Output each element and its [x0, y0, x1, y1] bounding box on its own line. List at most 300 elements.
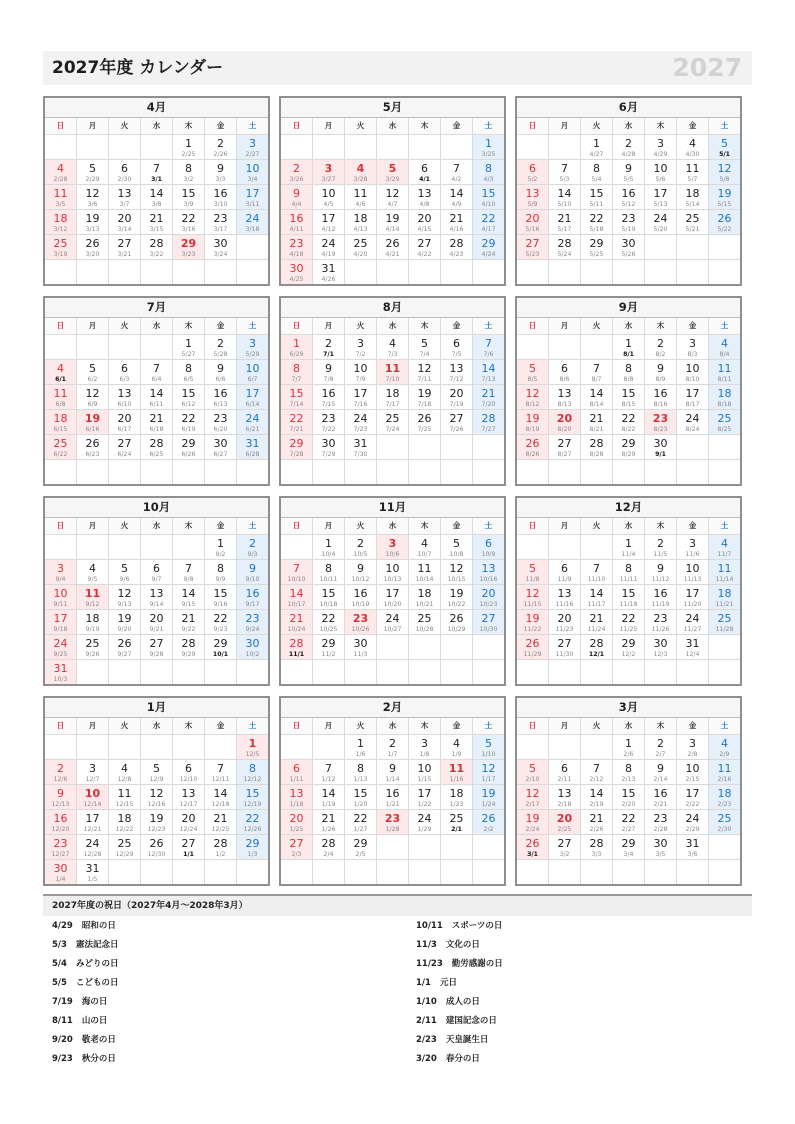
empty-cell	[473, 435, 504, 459]
lunar-date: 11/18	[619, 601, 638, 608]
day-number: 3	[689, 537, 696, 550]
weekday-header: 月	[313, 318, 344, 334]
day-number: 7	[485, 337, 492, 350]
empty-cell	[677, 860, 708, 884]
lunar-date: 2/15	[685, 776, 700, 783]
lunar-date: 4/24	[481, 251, 496, 258]
weekday-header: 土	[709, 718, 740, 734]
day-number: 15	[353, 787, 368, 800]
day-cell	[377, 560, 408, 584]
day-number: 23	[321, 412, 336, 425]
empty-cell	[441, 435, 472, 459]
day-cell	[473, 335, 504, 359]
lunar-date: 3/11	[245, 201, 260, 208]
day-cell	[645, 385, 676, 409]
lunar-date: 8/26	[525, 451, 540, 458]
day-number: 25	[717, 612, 732, 625]
weekday-header: 日	[45, 718, 76, 734]
weekday-header: 月	[313, 518, 344, 534]
day-cell	[645, 360, 676, 384]
day-number: 24	[353, 412, 368, 425]
day-cell	[345, 385, 376, 409]
day-cell	[45, 410, 76, 434]
day-number: 16	[653, 787, 668, 800]
day-number: 11	[717, 762, 732, 775]
day-number: 10	[385, 562, 400, 575]
day-number: 17	[685, 587, 700, 600]
day-number: 29	[213, 637, 228, 650]
day-number: 17	[321, 212, 336, 225]
day-number: 6	[561, 362, 568, 375]
lunar-date: 6/26	[181, 451, 196, 458]
lunar-date: 1/22	[417, 801, 432, 808]
day-number: 8	[625, 362, 632, 375]
lunar-date: 1/3	[247, 851, 258, 858]
holiday-name: 秋分の日	[81, 1054, 116, 1064]
day-cell	[377, 360, 408, 384]
empty-cell	[141, 660, 172, 684]
lunar-date: 12/21	[83, 826, 102, 833]
day-number: 24	[685, 812, 700, 825]
day-cell	[709, 585, 740, 609]
lunar-date: 7/15	[321, 401, 336, 408]
day-cell	[709, 560, 740, 584]
weekday-header: 水	[377, 518, 408, 534]
day-cell	[409, 210, 440, 234]
day-number: 4	[453, 737, 460, 750]
lunar-date: 11/30	[555, 651, 574, 658]
empty-cell	[645, 260, 676, 284]
day-number: 3	[249, 337, 256, 350]
lunar-date: 10/19	[351, 601, 370, 608]
day-number: 24	[245, 212, 260, 225]
day-cell	[173, 835, 204, 859]
lunar-date: 8/9	[655, 376, 666, 383]
day-cell	[345, 835, 376, 859]
weekday-header: 火	[581, 118, 612, 134]
empty-cell	[377, 435, 408, 459]
day-number: 26	[85, 437, 100, 450]
weekday-header: 金	[441, 518, 472, 534]
month-card	[43, 496, 270, 686]
day-number: 17	[245, 387, 260, 400]
lunar-date: 10/21	[415, 601, 434, 608]
lunar-date: 3/12	[53, 226, 68, 233]
holiday-date: 4/29	[52, 921, 73, 931]
lunar-date: 7/28	[289, 451, 304, 458]
lunar-date: 6/27	[213, 451, 228, 458]
day-cell	[205, 335, 236, 359]
lunar-date: 5/6	[655, 176, 666, 183]
lunar-date: 12/15	[115, 801, 134, 808]
weekday-header: 木	[645, 718, 676, 734]
day-cell	[237, 560, 268, 584]
empty-cell	[281, 460, 312, 484]
day-cell	[581, 810, 612, 834]
lunar-date: 11/4	[621, 551, 636, 558]
day-cell	[205, 135, 236, 159]
day-number: 3	[89, 762, 96, 775]
day-cell	[441, 335, 472, 359]
holiday-name: 文化の日	[445, 940, 480, 950]
lunar-date: 10/11	[319, 576, 338, 583]
day-number: 9	[325, 362, 332, 375]
lunar-date: 2/10	[525, 776, 540, 783]
day-number: 28	[181, 637, 196, 650]
empty-cell	[141, 860, 172, 884]
weekday-header: 土	[709, 118, 740, 134]
lunar-date: 7/6	[483, 351, 494, 358]
lunar-date: 9/18	[53, 626, 68, 633]
day-number: 18	[717, 387, 732, 400]
empty-cell	[677, 260, 708, 284]
empty-cell	[473, 660, 504, 684]
lunar-date: 9/15	[181, 601, 196, 608]
day-cell	[77, 835, 108, 859]
day-cell	[45, 385, 76, 409]
day-cell	[345, 810, 376, 834]
holiday-item	[416, 936, 752, 955]
day-cell	[281, 585, 312, 609]
lunar-date: 3/16	[181, 226, 196, 233]
day-number: 6	[529, 162, 536, 175]
empty-cell	[645, 235, 676, 259]
day-number: 11	[717, 362, 732, 375]
day-cell	[141, 835, 172, 859]
lunar-date: 6/8	[55, 401, 66, 408]
day-number: 31	[685, 837, 700, 850]
holiday-date: 2/11	[416, 1016, 437, 1026]
lunar-date: 10/4	[321, 551, 336, 558]
day-cell	[237, 410, 268, 434]
empty-cell	[281, 860, 312, 884]
empty-cell	[281, 135, 312, 159]
day-cell	[141, 810, 172, 834]
lunar-date: 9/16	[213, 601, 228, 608]
empty-cell	[549, 135, 580, 159]
lunar-date: 12/27	[51, 851, 70, 858]
day-cell	[581, 585, 612, 609]
lunar-date: 12/4	[685, 651, 700, 658]
day-cell	[613, 610, 644, 634]
month-grid	[45, 518, 268, 684]
day-number: 14	[321, 787, 336, 800]
day-number: 25	[53, 237, 68, 250]
day-cell	[613, 560, 644, 584]
day-number: 27	[481, 612, 496, 625]
lunar-date: 10/10	[287, 576, 306, 583]
day-cell	[645, 760, 676, 784]
lunar-date: 4/15	[417, 226, 432, 233]
empty-cell	[377, 460, 408, 484]
empty-cell	[109, 660, 140, 684]
lunar-date: 7/2	[355, 351, 366, 358]
day-number: 22	[481, 212, 496, 225]
day-number: 7	[153, 362, 160, 375]
day-cell	[517, 360, 548, 384]
lunar-date: 2/12	[589, 776, 604, 783]
day-number: 24	[417, 812, 432, 825]
lunar-date: 6/4	[151, 376, 162, 383]
weekday-header: 木	[409, 318, 440, 334]
weekday-header: 木	[173, 518, 204, 534]
empty-cell	[173, 260, 204, 284]
lunar-date: 3/14	[117, 226, 132, 233]
empty-cell	[517, 735, 548, 759]
day-number: 20	[149, 612, 164, 625]
lunar-date: 8/7	[591, 376, 602, 383]
day-cell	[173, 585, 204, 609]
empty-cell	[77, 660, 108, 684]
day-number: 23	[653, 812, 668, 825]
lunar-date: 11/12	[651, 576, 670, 583]
day-number: 20	[557, 612, 572, 625]
day-number: 11	[384, 362, 401, 375]
lunar-date: 12/11	[211, 776, 230, 783]
empty-cell	[345, 260, 376, 284]
day-cell	[237, 210, 268, 234]
day-cell	[345, 610, 376, 634]
day-cell	[77, 435, 108, 459]
day-cell	[377, 410, 408, 434]
lunar-date: 4/2	[451, 176, 462, 183]
day-cell	[581, 235, 612, 259]
empty-cell	[313, 660, 344, 684]
lunar-date: 2/2	[483, 826, 494, 833]
lunar-date: 7/16	[353, 401, 368, 408]
empty-cell	[441, 460, 472, 484]
day-cell	[141, 410, 172, 434]
day-cell	[473, 235, 504, 259]
day-cell	[173, 560, 204, 584]
lunar-date: 1/16	[449, 776, 464, 783]
weekday-header: 木	[173, 318, 204, 334]
weekday-header: 金	[441, 318, 472, 334]
lunar-date: 12/17	[179, 801, 198, 808]
lunar-date: 2/29	[85, 176, 100, 183]
empty-cell	[581, 660, 612, 684]
day-number: 5	[121, 562, 128, 575]
day-cell	[345, 235, 376, 259]
weekday-header: 木	[173, 718, 204, 734]
day-cell	[473, 135, 504, 159]
lunar-date: 12/14	[83, 801, 102, 808]
day-number: 18	[717, 787, 732, 800]
lunar-date: 8/6	[559, 376, 570, 383]
lunar-date: 6/5	[183, 376, 194, 383]
day-cell	[237, 535, 268, 559]
lunar-date: 4/13	[353, 226, 368, 233]
lunar-date: 5/26	[621, 251, 636, 258]
lunar-date: 1/8	[419, 751, 430, 758]
lunar-date: 7/4	[419, 351, 430, 358]
day-number: 23	[213, 412, 228, 425]
empty-cell	[581, 460, 612, 484]
day-cell	[313, 260, 344, 284]
lunar-date: 8/22	[621, 426, 636, 433]
day-number: 16	[53, 812, 68, 825]
day-number: 15	[589, 187, 604, 200]
day-number: 20	[117, 212, 132, 225]
lunar-date: 6/1	[55, 376, 66, 383]
holiday-name: 昭和の日	[81, 921, 116, 931]
day-number: 20	[417, 212, 432, 225]
empty-cell	[473, 635, 504, 659]
day-number: 13	[449, 362, 464, 375]
lunar-date: 7/17	[385, 401, 400, 408]
day-number: 12	[85, 187, 100, 200]
weekday-header: 日	[517, 518, 548, 534]
day-cell	[613, 810, 644, 834]
weekday-header: 火	[581, 318, 612, 334]
empty-cell	[517, 535, 548, 559]
day-cell	[613, 835, 644, 859]
day-cell	[109, 435, 140, 459]
day-number: 27	[557, 437, 572, 450]
lunar-date: 3/15	[149, 226, 164, 233]
lunar-date: 11/5	[653, 551, 668, 558]
lunar-date: 5/28	[213, 351, 228, 358]
weekday-header: 土	[709, 318, 740, 334]
lunar-date: 11/17	[587, 601, 606, 608]
day-cell	[441, 585, 472, 609]
day-number: 16	[245, 587, 260, 600]
day-number: 1	[217, 537, 224, 550]
day-cell	[473, 560, 504, 584]
lunar-date: 3/23	[181, 251, 196, 258]
weekday-header: 火	[345, 318, 376, 334]
lunar-date: 10/15	[447, 576, 466, 583]
day-number: 11	[84, 587, 101, 600]
lunar-date: 5/7	[687, 176, 698, 183]
empty-cell	[581, 335, 612, 359]
day-number: 4	[89, 562, 96, 575]
empty-cell	[409, 860, 440, 884]
empty-cell	[237, 260, 268, 284]
day-cell	[549, 760, 580, 784]
day-number: 16	[321, 387, 336, 400]
day-number: 21	[481, 387, 496, 400]
lunar-date: 10/20	[383, 601, 402, 608]
holiday-name: 山の日	[81, 1016, 108, 1026]
lunar-date: 12/30	[147, 851, 166, 858]
lunar-date: 11/15	[523, 601, 542, 608]
weekday-header: 金	[677, 518, 708, 534]
day-cell	[473, 810, 504, 834]
lunar-date: 5/22	[717, 226, 732, 233]
lunar-date: 11/27	[683, 626, 702, 633]
day-cell	[517, 760, 548, 784]
day-number: 1	[625, 537, 632, 550]
day-number: 27	[417, 237, 432, 250]
day-number: 5	[453, 537, 460, 550]
lunar-date: 7/23	[353, 426, 368, 433]
month-card	[279, 496, 506, 686]
day-number: 11	[685, 162, 700, 175]
day-cell	[237, 760, 268, 784]
weekday-header: 水	[141, 518, 172, 534]
day-cell	[109, 410, 140, 434]
day-number: 6	[121, 362, 128, 375]
day-number: 21	[557, 212, 572, 225]
day-cell	[377, 735, 408, 759]
lunar-date: 7/1	[323, 351, 334, 358]
day-number: 6	[153, 562, 160, 575]
lunar-date: 11/29	[523, 651, 542, 658]
empty-cell	[345, 660, 376, 684]
lunar-date: 8/3	[687, 351, 698, 358]
day-number: 24	[321, 237, 336, 250]
holiday-section-title: 2027年度の祝日（2027年4月～2028年3月）	[43, 896, 752, 916]
day-number: 10	[84, 787, 101, 800]
month-card	[43, 296, 270, 486]
lunar-date: 3/1	[151, 176, 162, 183]
day-cell	[581, 210, 612, 234]
day-number: 24	[653, 212, 668, 225]
lunar-date: 3/13	[85, 226, 100, 233]
lunar-date: 12/10	[179, 776, 198, 783]
day-cell	[613, 585, 644, 609]
day-cell	[441, 210, 472, 234]
day-number: 28	[213, 837, 228, 850]
lunar-date: 12/22	[115, 826, 134, 833]
lunar-date: 5/8	[719, 176, 730, 183]
lunar-date: 2/27	[621, 826, 636, 833]
day-number: 24	[385, 612, 400, 625]
day-cell	[173, 810, 204, 834]
lunar-date: 9/4	[55, 576, 66, 583]
day-number: 18	[117, 812, 132, 825]
day-number: 25	[385, 412, 400, 425]
day-cell	[645, 535, 676, 559]
day-cell	[517, 185, 548, 209]
lunar-date: 3/25	[481, 151, 496, 158]
day-number: 22	[289, 412, 304, 425]
day-number: 14	[589, 787, 604, 800]
lunar-date: 3/6	[687, 851, 698, 858]
day-number: 28	[449, 237, 464, 250]
day-number: 13	[417, 187, 432, 200]
day-cell	[409, 235, 440, 259]
weekday-header: 月	[77, 718, 108, 734]
lunar-date: 11/14	[715, 576, 734, 583]
lunar-date: 6/11	[149, 401, 164, 408]
day-cell	[409, 360, 440, 384]
day-cell	[205, 635, 236, 659]
empty-cell	[677, 660, 708, 684]
lunar-date: 5/29	[245, 351, 260, 358]
day-cell	[281, 185, 312, 209]
day-cell	[677, 610, 708, 634]
day-number: 3	[388, 537, 397, 550]
day-number: 9	[389, 762, 396, 775]
month-grid	[281, 318, 504, 484]
day-cell	[313, 335, 344, 359]
month-card	[515, 96, 742, 286]
lunar-date: 7/18	[417, 401, 432, 408]
empty-cell	[345, 460, 376, 484]
day-number: 20	[525, 212, 540, 225]
lunar-date: 7/24	[385, 426, 400, 433]
day-number: 26	[85, 237, 100, 250]
day-cell	[205, 385, 236, 409]
lunar-date: 4/28	[621, 151, 636, 158]
lunar-date: 5/19	[621, 226, 636, 233]
lunar-date: 1/21	[385, 801, 400, 808]
lunar-date: 10/28	[415, 626, 434, 633]
lunar-date: 10/2	[245, 651, 260, 658]
day-cell	[109, 160, 140, 184]
